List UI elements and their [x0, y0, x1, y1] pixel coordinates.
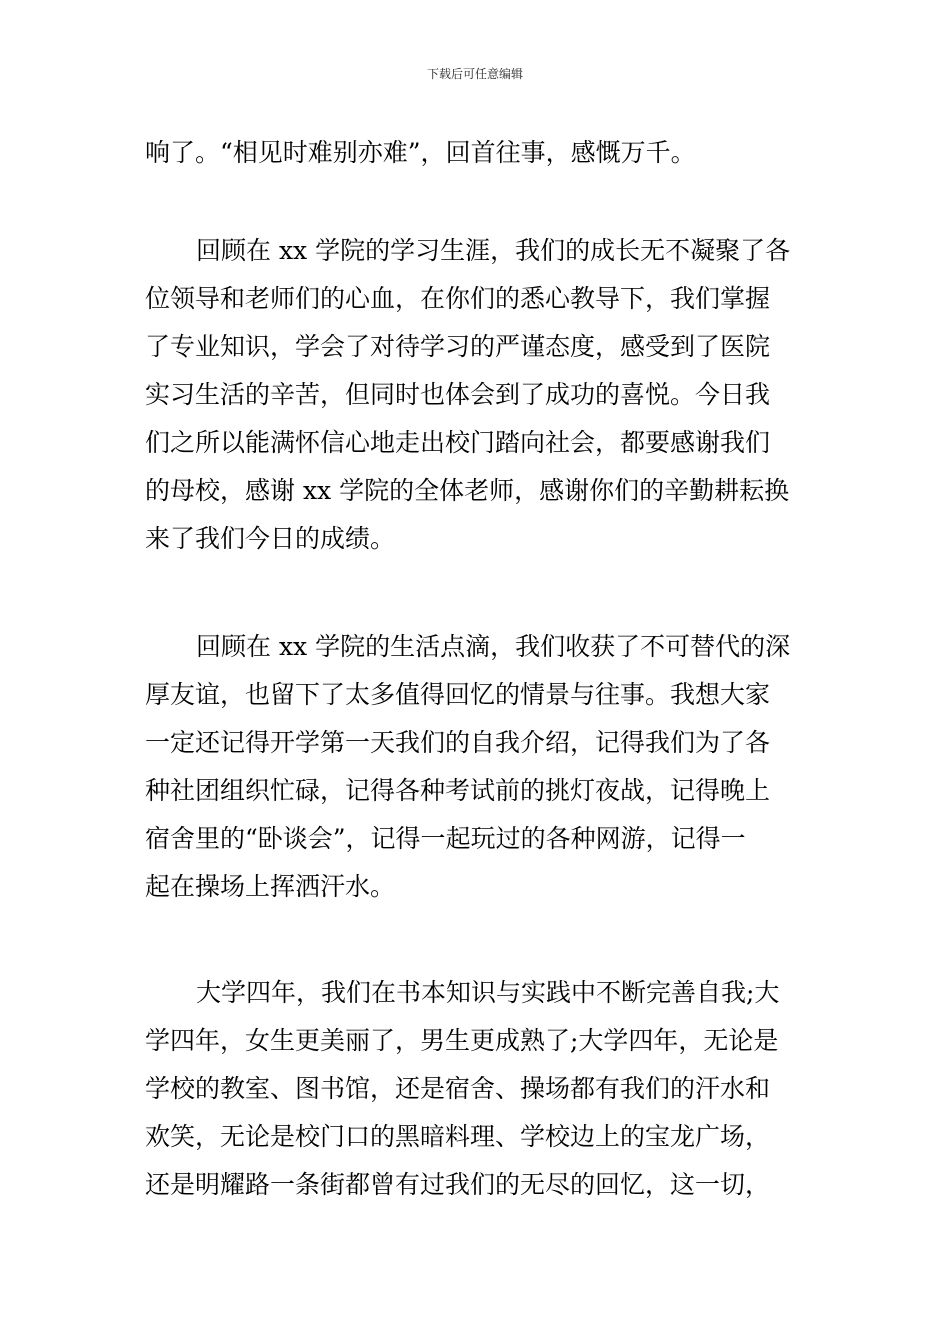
- text-line: 种社团组织忙碌，记得各种考试前的挑灯夜战，记得晚上: [145, 776, 771, 805]
- text-line: 了专业知识，学会了对待学习的严谨态度，感受到了医院: [145, 332, 771, 361]
- paragraph-continuation: [145, 129, 810, 177]
- paragraph-four-years: [145, 969, 810, 1209]
- text-line: 学校的教室、图书馆，还是宿舍、操场都有我们的汗水和: [145, 1074, 771, 1103]
- text-line: 起在操场上挥洒汗水。: [145, 872, 396, 901]
- paragraph-study-life: [145, 227, 810, 563]
- text-line: 来了我们今日的成绩。: [145, 524, 396, 553]
- paragraph-campus-life: [145, 623, 810, 911]
- page-header: 下载后可任意编辑: [426, 67, 523, 81]
- text-line: 宿舍里的“卧谈会”，记得一起玩过的各种网游，记得一: [145, 824, 746, 853]
- text-line: 回顾在 xx 学院的生活点滴，我们收获了不可替代的深: [196, 632, 791, 661]
- text-line: 实习生活的辛苦，但同时也体会到了成功的喜悦。今日我: [145, 380, 771, 409]
- text-line: 欢笑，无论是校门口的黑暗料理、学校边上的宝龙广场，: [145, 1122, 771, 1151]
- text-line: 位领导和老师们的心血，在你们的悉心教导下，我们掌握: [145, 284, 771, 313]
- text-line: 一定还记得开学第一天我们的自我介绍，记得我们为了各: [145, 728, 771, 757]
- text-line: 响了。“相见时难别亦难”，回首往事，感慨万千。: [145, 138, 696, 167]
- text-line: 的母校，感谢 xx 学院的全体老师，感谢你们的辛勤耕耘换: [145, 476, 790, 505]
- text-line: 们之所以能满怀信心地走出校门踏向社会，都要感谢我们: [145, 428, 771, 457]
- text-line: 大学四年，我们在书本知识与实践中不断完善自我;大: [196, 978, 780, 1007]
- text-line: 还是明耀路一条街都曾有过我们的无尽的回忆，这一切，: [145, 1170, 771, 1199]
- text-line: 回顾在 xx 学院的学习生涯，我们的成长无不凝聚了各: [196, 236, 791, 265]
- text-line: 厚友谊，也留下了太多值得回忆的情景与往事。我想大家: [145, 680, 771, 709]
- text-line: 学四年，女生更美丽了，男生更成熟了;大学四年，无论是: [145, 1026, 779, 1055]
